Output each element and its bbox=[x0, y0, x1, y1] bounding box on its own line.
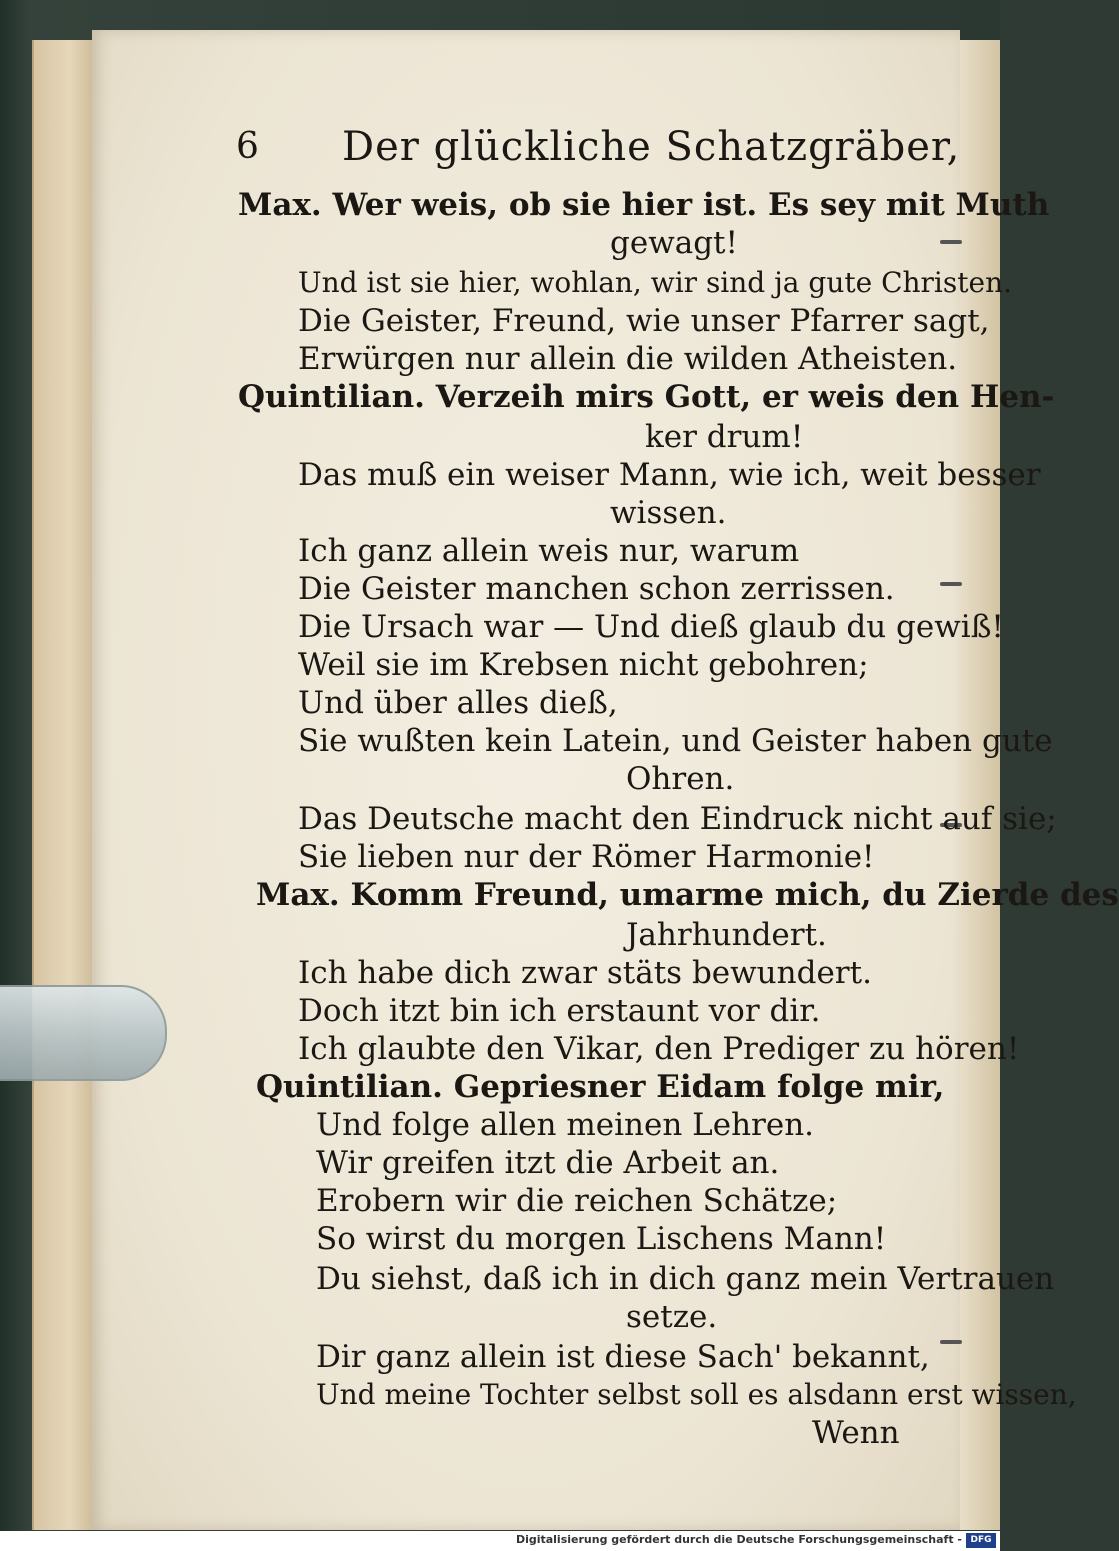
text-line: Doch itzt bin ich erstaunt vor dir. bbox=[298, 993, 821, 1029]
text-line: ker drum! bbox=[645, 419, 804, 455]
book-edge-left bbox=[32, 40, 94, 1530]
text-line: Erwürgen nur allein die wilden Atheisten. bbox=[298, 341, 958, 377]
binding-stitch bbox=[940, 240, 962, 244]
text-line: Ohren. bbox=[626, 761, 735, 797]
text-line: Und folge allen meinen Lehren. bbox=[316, 1107, 815, 1143]
text-line: Die Ursach war — Und dieß glaub du gewiß! bbox=[298, 609, 1004, 645]
text-line: So wirst du morgen Lischens Mann! bbox=[316, 1221, 887, 1257]
text-line: Du siehst, daß ich in dich ganz mein Vertrauen bbox=[316, 1261, 1055, 1297]
text-line: Wenn bbox=[812, 1415, 900, 1451]
text-line: Max. Wer weis, ob sie hier ist. Es sey mit Muth bbox=[238, 187, 1050, 223]
text-line: gewagt! bbox=[610, 225, 738, 261]
binding-stitch bbox=[940, 582, 962, 586]
text-line: Dir ganz allein ist diese Sach' bekannt, bbox=[316, 1339, 930, 1375]
text-line: Und ist sie hier, wohlan, wir sind ja gute Christen. bbox=[298, 266, 1012, 299]
text-line: Quintilian. Gepriesner Eidam folge mir, bbox=[256, 1069, 945, 1105]
text-line: Sie lieben nur der Römer Harmonie! bbox=[298, 839, 875, 875]
page-clip-tab bbox=[0, 985, 167, 1081]
text-line: Ich glaubte den Vikar, den Prediger zu hören! bbox=[298, 1031, 1020, 1067]
binding-stitch bbox=[940, 1340, 962, 1344]
text-line: Ich ganz allein weis nur, warum bbox=[298, 533, 800, 569]
text-line: Die Geister, Freund, wie unser Pfarrer sagt, bbox=[298, 303, 990, 339]
text-line: Und über alles dieß, bbox=[298, 685, 618, 721]
funding-credit: Digitalisierung gefördert durch die Deutsche Forschungsgemeinschaft - bbox=[515, 1533, 962, 1546]
text-line: Und meine Tochter selbst soll es alsdann erst wissen, bbox=[316, 1378, 1077, 1411]
text-line: Jahrhundert. bbox=[626, 917, 827, 953]
text-line: Das Deutsche macht den Eindruck nicht auf sie; bbox=[298, 801, 1057, 837]
footer-bar bbox=[0, 1531, 1000, 1551]
text-line: Das muß ein weiser Mann, wie ich, weit besser bbox=[298, 457, 1041, 493]
text-line: Quintilian. Verzeih mirs Gott, er weis den Hen- bbox=[238, 379, 1055, 415]
text-line: Wir greifen itzt die Arbeit an. bbox=[316, 1145, 780, 1181]
text-line: Die Geister manchen schon zerrissen. bbox=[298, 571, 895, 607]
text-line: Ich habe dich zwar stäts bewundert. bbox=[298, 955, 872, 991]
text-line: Weil sie im Krebsen nicht gebohren; bbox=[298, 647, 869, 683]
running-head: Der glückliche Schatzgräber, bbox=[342, 124, 961, 170]
page-number: 6 bbox=[236, 126, 259, 167]
text-line: Erobern wir die reichen Schätze; bbox=[316, 1183, 838, 1219]
text-line: setze. bbox=[626, 1299, 718, 1335]
book-page bbox=[92, 30, 960, 1530]
text-line: wissen. bbox=[610, 495, 727, 531]
text-line: Sie wußten kein Latein, und Geister haben gute bbox=[298, 723, 1053, 759]
dfg-logo-icon: DFG bbox=[966, 1533, 996, 1548]
text-line: Max. Komm Freund, umarme mich, du Zierde des bbox=[256, 877, 1119, 913]
